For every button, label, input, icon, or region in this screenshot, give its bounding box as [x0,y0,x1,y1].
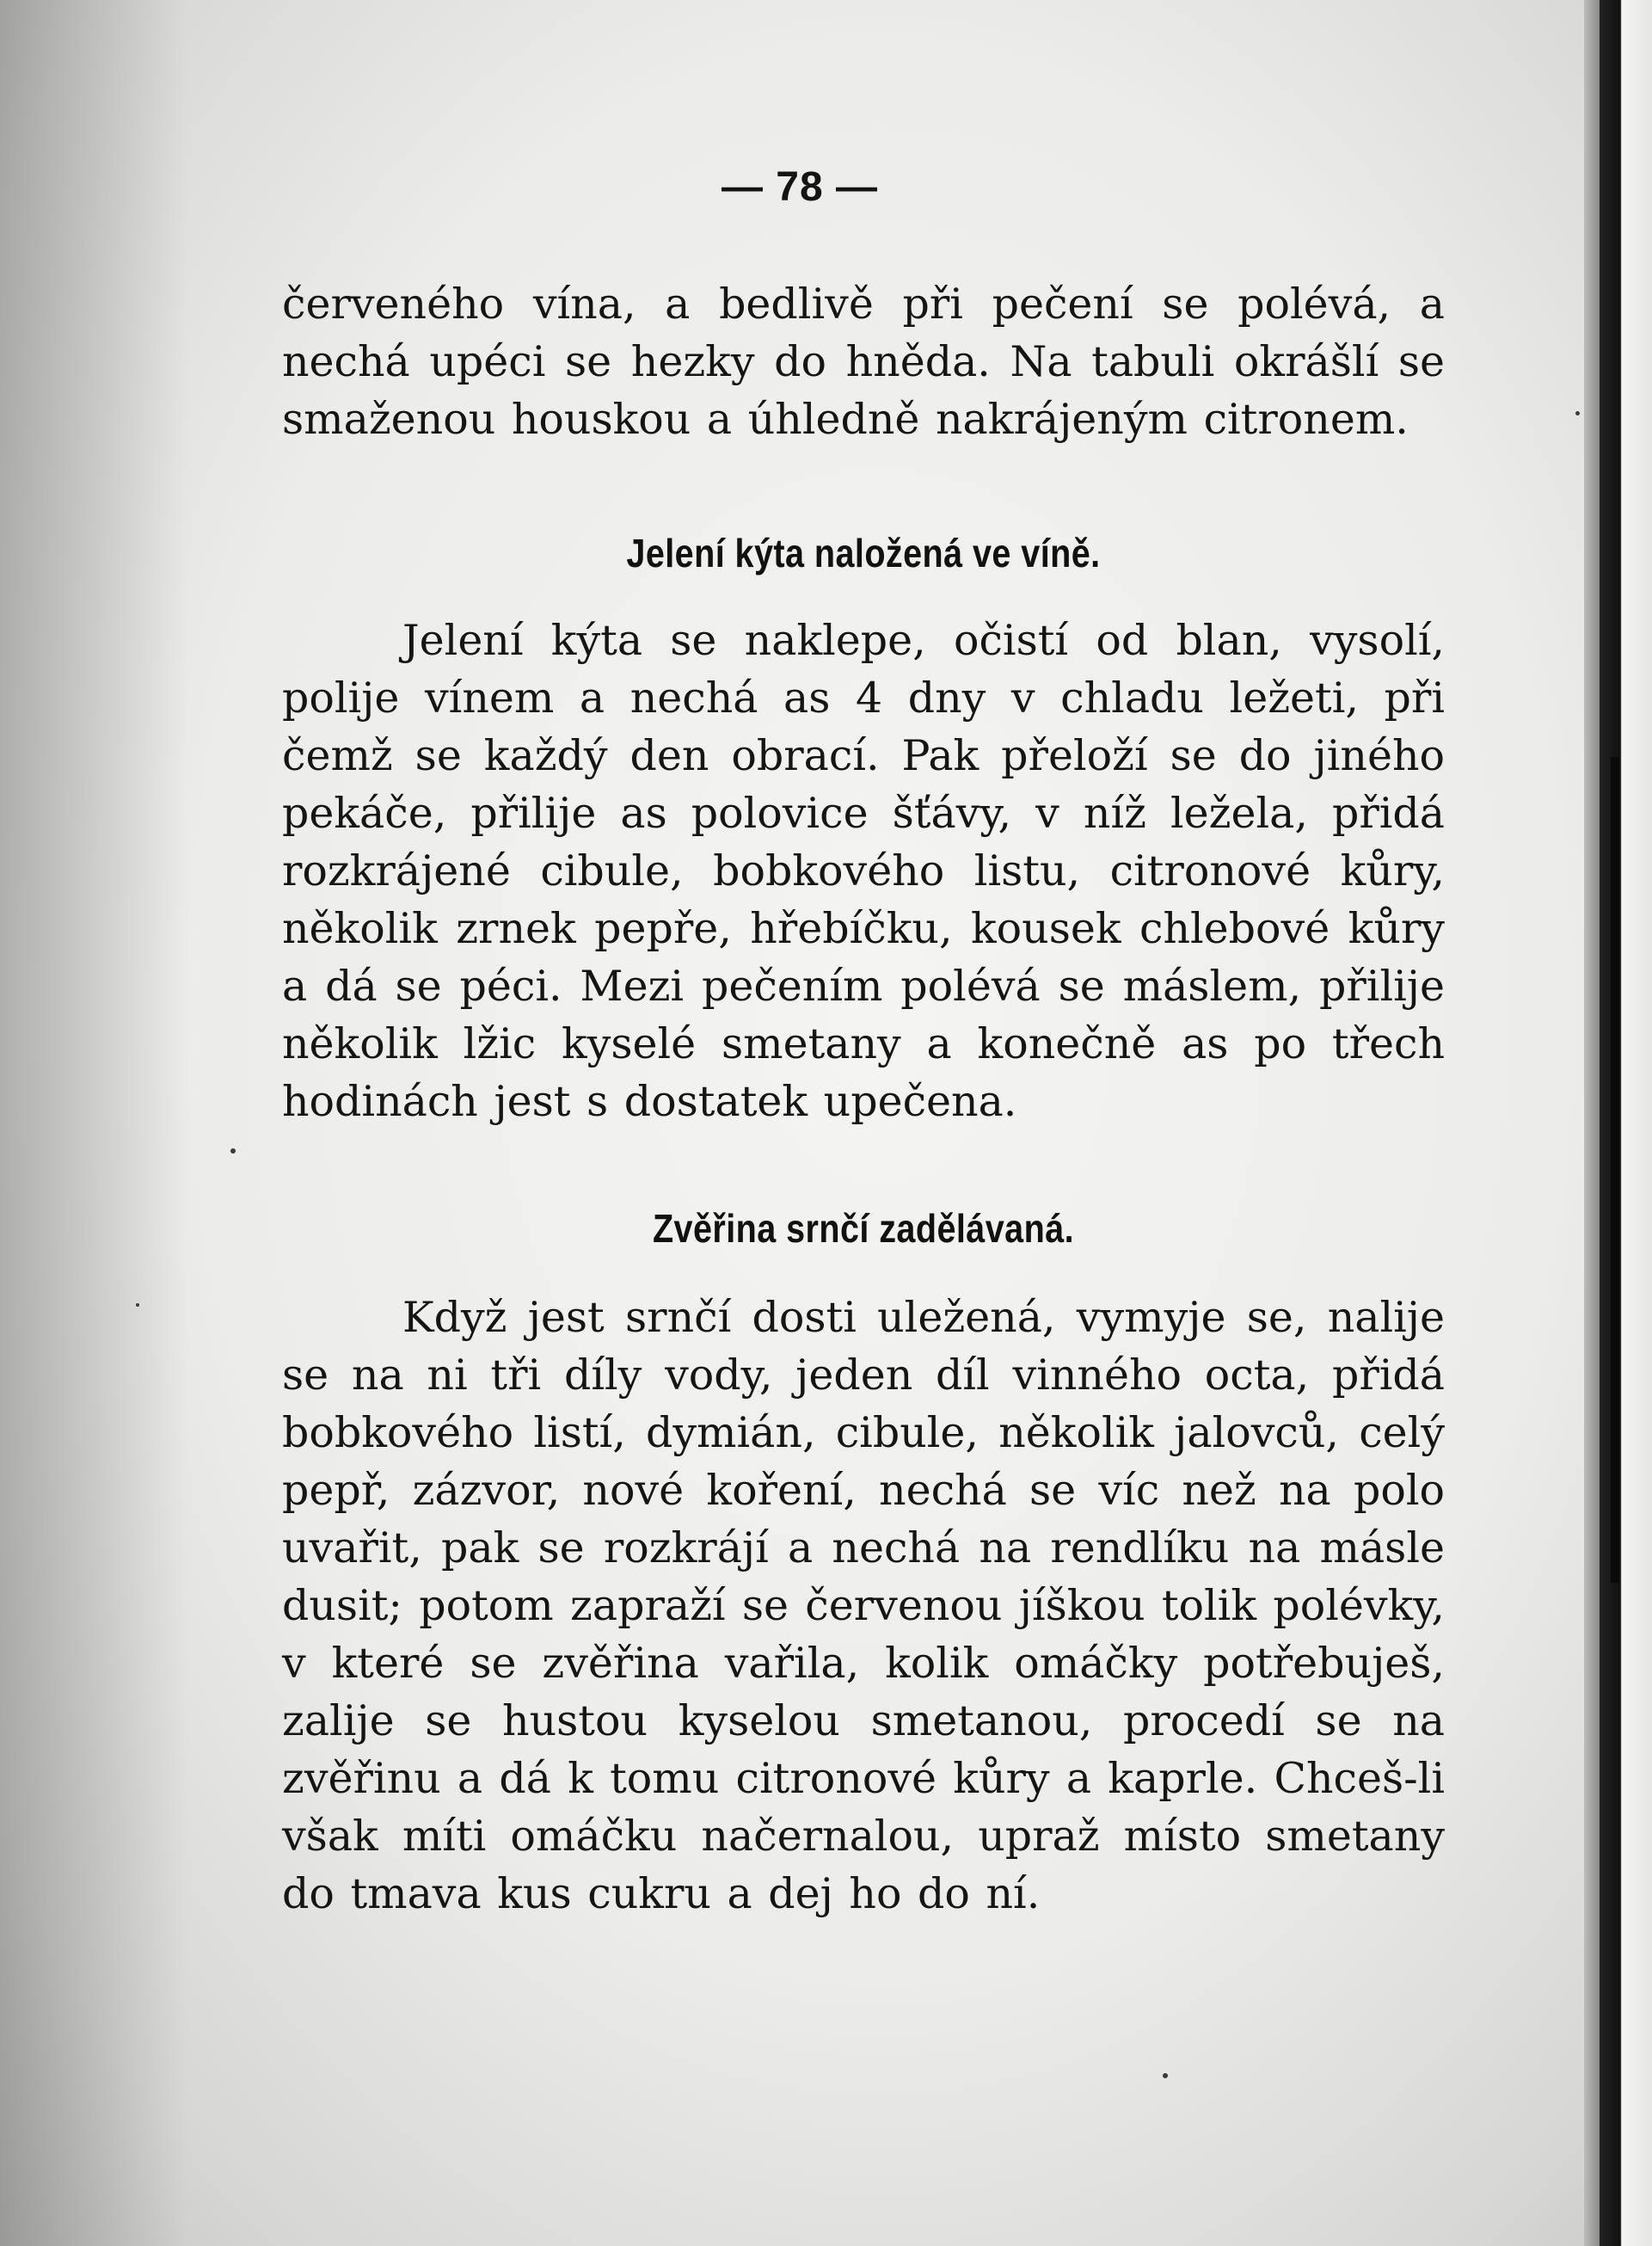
page-number: — 78 — [721,164,879,210]
page-edge-shadow [1584,0,1600,2246]
paper-speck [1575,411,1580,415]
page-gutter-shadow [0,0,189,2246]
page-body [282,275,1445,1923]
book-spine [1600,0,1652,2246]
spine-dark-bar [1611,757,1619,1583]
continuation-paragraph: červeného vína, a bedlivě při pečení se polévá, a nechá upéci se hezky do hněda. Na tabuli okrášlí se smaženou houskou a úhledně nakrájeným citronem. [282,280,1445,444]
recipe-title-venison-leg: Jelení kýta naložená ve víně. [626,531,1101,575]
recipe-title-roe-deer-ragout: Zvěřina srnčí zadělávaná. [652,1206,1075,1251]
paper-speck [230,1148,236,1154]
recipe-text-venison-leg: Jelení kýta se naklepe, očistí od blan, vysolí, polije vínem a nechá as 4 dny v chladu ležeti, při čemž se každý den obrací. Pak přeloží se do jiného pekáče, přilije as polovice šťávy, v níž ležela, přidá rozkrájené cibule, bobkového listu, citronové kůry, několik zrnek pepře, hřebíčku, kousek chlebové kůry a dá se péci. Mezi pečením polévá se máslem, přilije několik lžic kyselé smetany a konečně as po třech hodinách jest s dostatek upečena. [282,616,1445,1126]
recipe-text-roe-deer-ragout: Když jest srnčí dosti uležená, vymyje se, nalije se na ni tři díly vody, jeden díl vinného octa, přidá bobkového listí, dymián, cibule, několik jalovců, celý pepř, zázvor, nové koření, nechá se víc než na polo uvařit, pak se rozkrájí a nechá na rendlíku na másle dusit; potom zapraží se červenou jíškou tolik polévky, v které se zvěřina vařila, kolik omáčky potřebuješ, zalije se hustou kyselou smetanou, procedí se na zvěřinu a dá k tomu citronové kůry a kaprle. Chceš-li však míti omáčku načernalou, upraž místo smetany do tmava kus cukru a dej ho do ní. [282,1293,1445,1918]
paper-speck [1163,2073,1168,2078]
paper-speck [136,1303,139,1307]
